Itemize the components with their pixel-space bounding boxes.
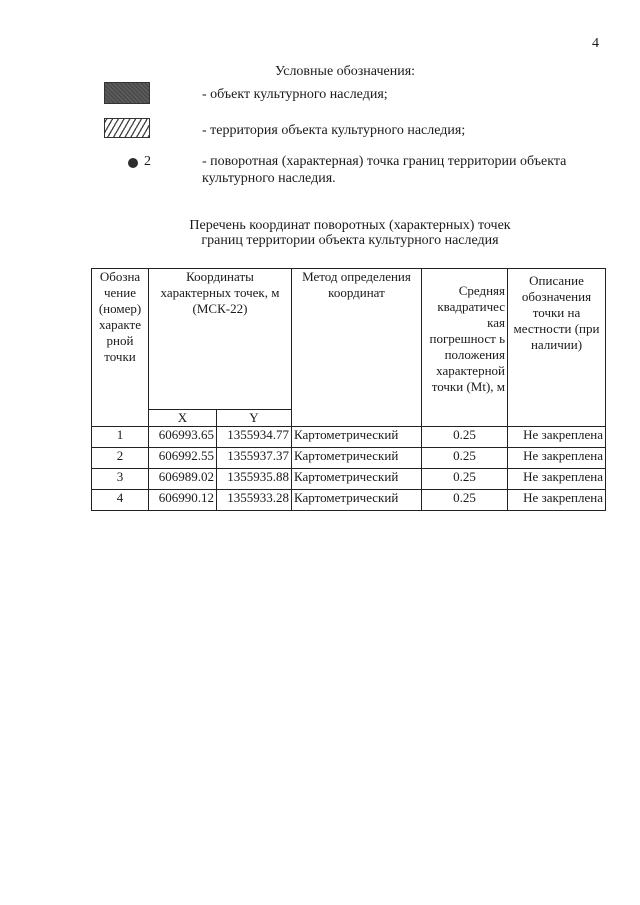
territory-hatch-swatch-icon [104, 118, 150, 138]
cell-point-number: 3 [92, 469, 149, 490]
table-title-line-1: Перечень координат поворотных (характерных) точек [189, 218, 511, 233]
table-title [130, 218, 570, 248]
cell-method: Картометрический [292, 490, 422, 511]
cell-y: 1355934.77 [217, 427, 292, 448]
cell-y: 1355933.28 [217, 490, 292, 511]
cell-x: 606989.02 [149, 469, 217, 490]
cultural-object-swatch-icon [104, 82, 150, 104]
legend-item-point: - поворотная (характерная) точка границ территории объекта культурного наследия. [202, 154, 567, 186]
table-row [92, 490, 606, 511]
header-error: Средняя квадратичес кая погрешност ь положения характерной точки (Mt), м [422, 269, 508, 427]
cell-method: Картометрический [292, 427, 422, 448]
cell-x: 606990.12 [149, 490, 217, 511]
header-coordinates: Координаты характерных точек, м (МСК-22) [149, 269, 292, 410]
legend-title: Условные обозначения: [275, 64, 416, 79]
header-point-number: Обозна чение (номер) характе рной точки [92, 269, 149, 427]
legend-item-territory: - территория объекта культурного наследия; [202, 123, 466, 138]
cell-point-number: 2 [92, 448, 149, 469]
table-title-line-2: границ территории объекта культурного наследия [201, 233, 499, 248]
cell-point-number: 1 [92, 427, 149, 448]
header-description: Описание обозначения точки на местности (при наличии) [508, 269, 606, 427]
cell-description: Не закреплена [508, 427, 606, 448]
cell-error: 0.25 [422, 427, 508, 448]
cell-x: 606993.65 [149, 427, 217, 448]
cell-method: Картометрический [292, 448, 422, 469]
cell-error: 0.25 [422, 490, 508, 511]
turning-point-dot-icon [128, 158, 138, 168]
legend-item-object: - объект культурного наследия; [202, 87, 388, 102]
page-number: 4 [592, 36, 599, 51]
cell-description: Не закреплена [508, 469, 606, 490]
cell-description: Не закреплена [508, 448, 606, 469]
header-x: X [149, 410, 217, 427]
header-y: Y [217, 410, 292, 427]
turning-point-number: 2 [144, 154, 151, 169]
table-row [92, 448, 606, 469]
header-method: Метод определения координат [292, 269, 422, 427]
table-row [92, 469, 606, 490]
table-row [92, 427, 606, 448]
cell-x: 606992.55 [149, 448, 217, 469]
cell-error: 0.25 [422, 469, 508, 490]
cell-point-number: 4 [92, 490, 149, 511]
cell-error: 0.25 [422, 448, 508, 469]
cell-y: 1355937.37 [217, 448, 292, 469]
cell-y: 1355935.88 [217, 469, 292, 490]
cell-method: Картометрический [292, 469, 422, 490]
coordinates-table [91, 268, 606, 511]
cell-description: Не закреплена [508, 490, 606, 511]
